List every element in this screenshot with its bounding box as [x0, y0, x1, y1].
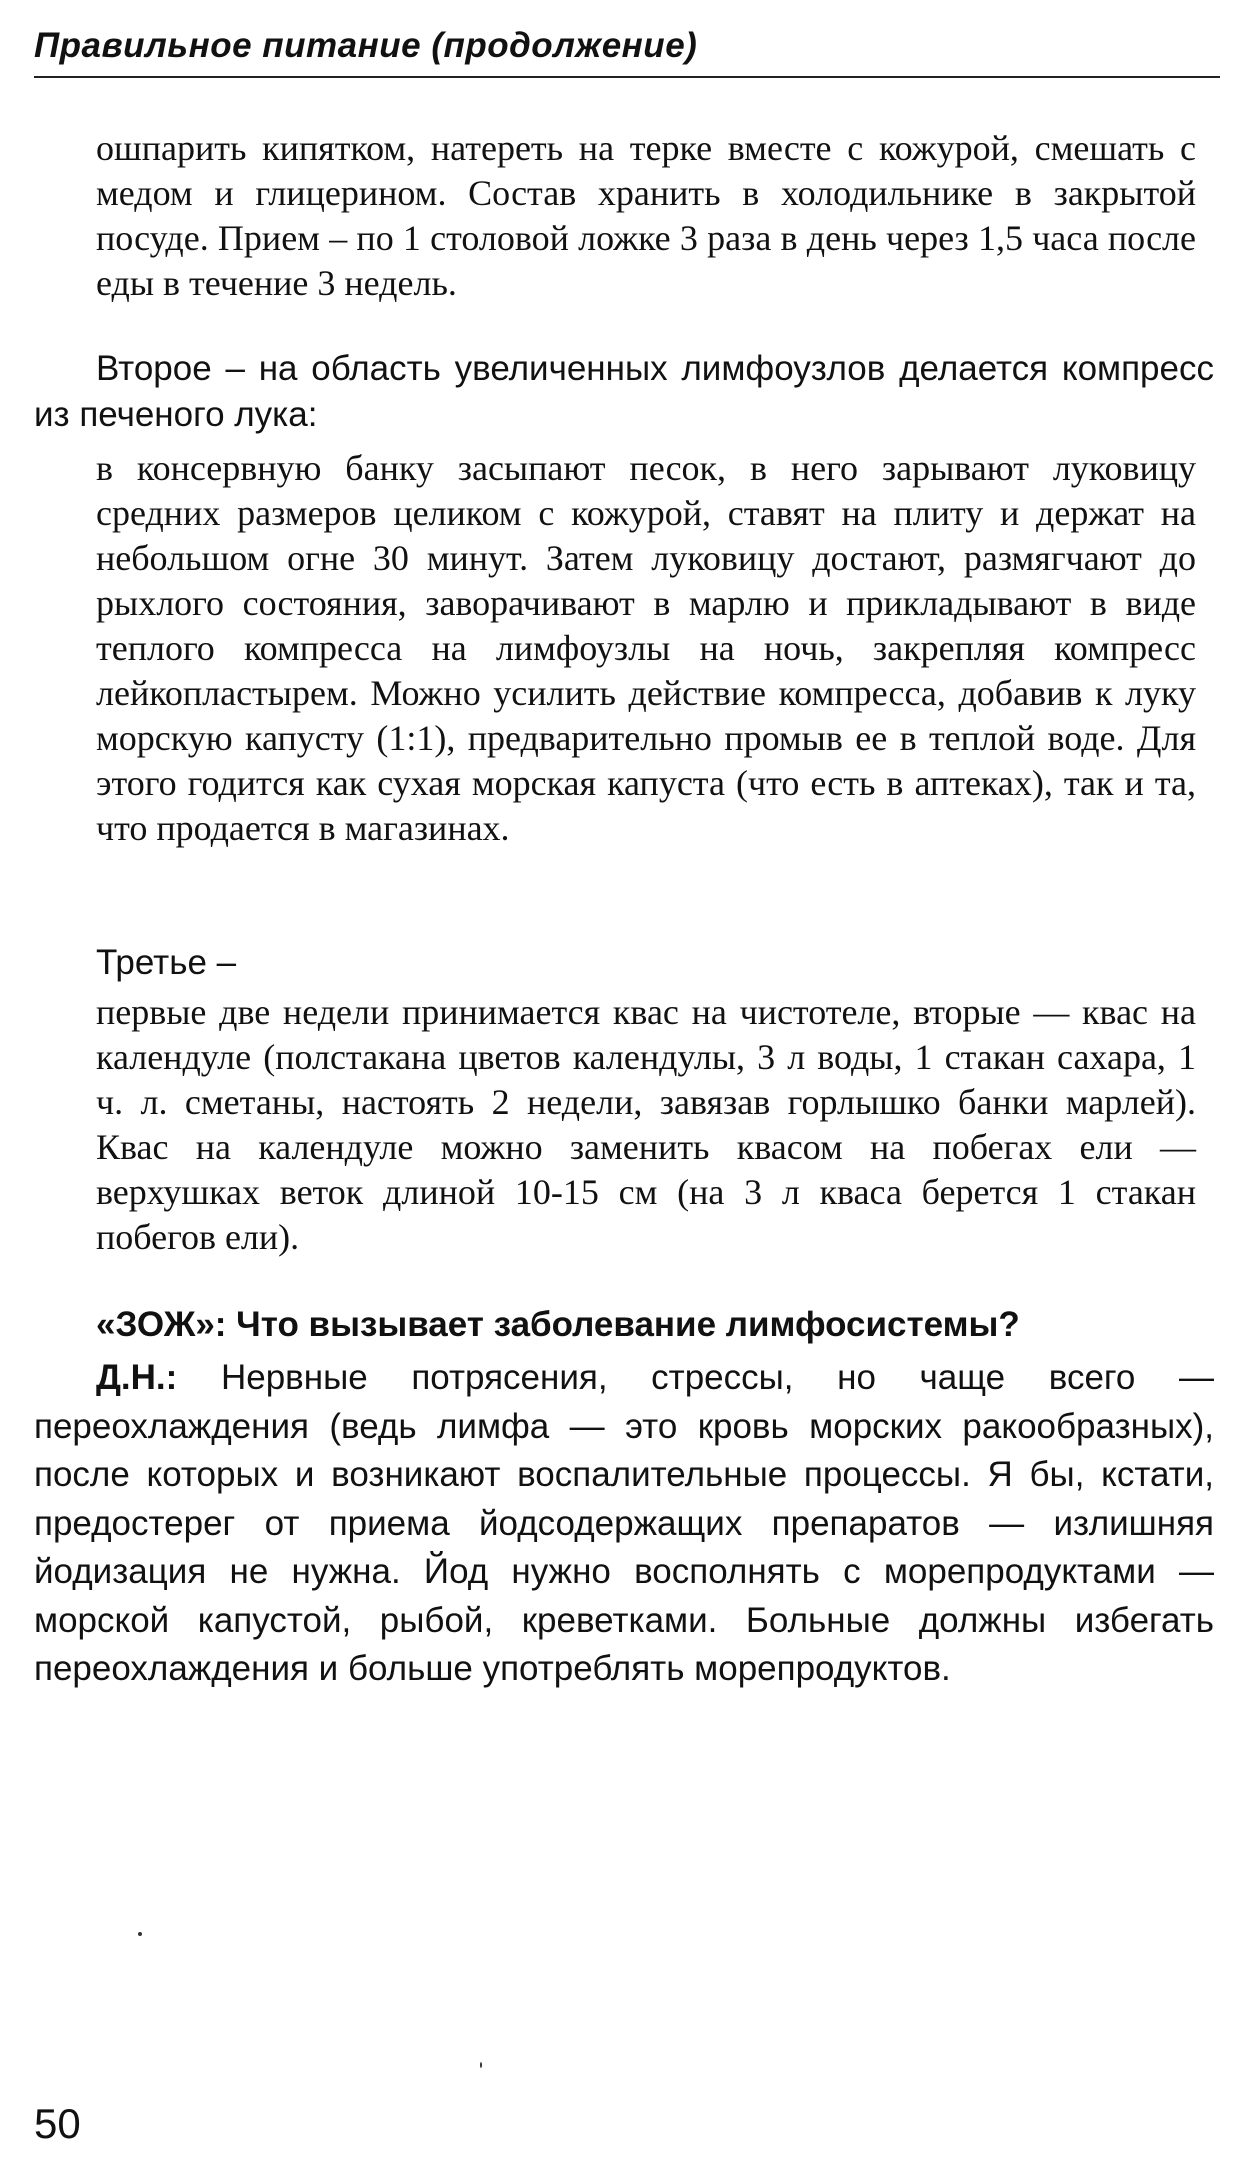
page-number: 50 — [34, 2100, 81, 2147]
running-title: Правильное питание (продолжение) — [34, 26, 698, 65]
interview-question: «ЗОЖ»: Что вызывает заболевание лимфосистемы? — [96, 1305, 1020, 1344]
second-remedy-intro: Второе – на область увеличенных лимфоузлов делается компресс из печеного лука: — [34, 349, 1214, 434]
interview-answer — [34, 1354, 1214, 1694]
kvass-instructions: первые две недели принимается квас на чистотеле, вторые — квас на календуле (полстакана цветов календулы, 3 л воды, 1 стакан сахара, 1 ч. л. сметаны, настоять 2 недели, завязав горлышко банки марлей). Квас на календуле можно заменить квасом на побегах ели — верхушках веток длиной 10-15 см (на 3 л кваса берется 1 стакан побегов ели). — [96, 992, 1196, 1257]
recipe-continuation-paragraph: ошпарить кипятком, натереть на терке вместе с кожурой, смешать с медом и глицерином. Состав хранить в холодильнике в закрытой посуде. Прием – по 1 столовой ложке 3 раза в день через 1,5 часа после еды в течение 3 недель. — [96, 128, 1196, 303]
answer-speaker: Д.Н.: — [96, 1358, 178, 1397]
third-remedy-intro: Третье – — [96, 943, 237, 982]
scan-speck — [138, 1932, 142, 1936]
onion-compress-instructions: в консервную банку засыпают песок, в него зарывают луковицу средних размеров целиком с кожурой, ставят на плиту и держат на небольшом огне 30 минут. Затем луковицу достают, размягчают до рыхлого состояния, заворачивают в марлю и прикладывают в виде теплого компресса на лимфоузлы на ночь, закрепляя компресс лейкопластырем. Можно усилить действие компресса, добавив к луку морскую капусту (1:1), предварительно промыв ее в теплой воде. Для этого годится как сухая морская капуста (что есть в аптеках), так и та, что продается в магазинах. — [96, 448, 1196, 848]
header-rule — [34, 76, 1220, 78]
scan-speck — [480, 2062, 482, 2068]
answer-text: Нервные потрясения, стрессы, но чаще всего — переохлаждения (ведь лимфа — это кровь морских ракообразных), после которых и возникают воспалительные процессы. Я бы, кстати, предостерег от приема йодсодержащих препаратов — излишняя йодизация не нужна. Йод нужно восполнять с морепродуктами — морской капустой, рыбой, креветками. Больные должны избегать переохлаждения и больше употреблять морепродуктов. — [34, 1358, 1214, 1688]
